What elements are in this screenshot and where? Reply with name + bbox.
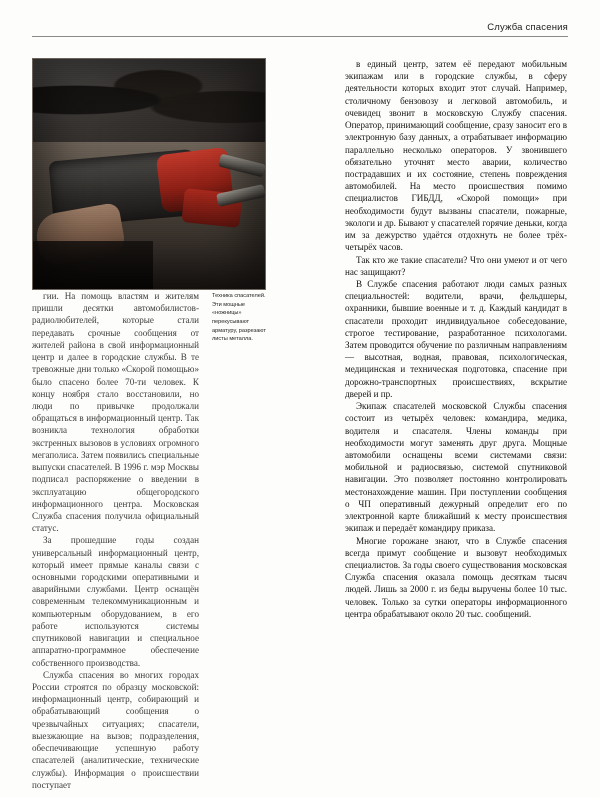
paragraph: В Службе спасения работают люди самых разных специальностей: водители, врачи, фельдшеры, охранники, бывшие военные и т. д. Каждый кандидат в спасатели проходит индивидуальное собеседование, строгое тестирование, разработанное психологами. Затем проводится обучение по различным направлениям — высотная, водная, правовая, психологическая, медицинская и техническая подготовка, спасение при дорожно-транспортных происшествиях, вскрытие дверей и пр. [345,278,567,399]
running-head: Служба спасения [487,22,568,33]
paragraph: Экипаж спасателей московской Службы спасения состоит из четырёх человек: командира, медика, водителя и спасателя. Члены команды при необходимости могут заменять друг друга. Мощные автомобили оснащены всеми системами связи: мобильной и радиосвязью, системой спутниковой навигации. Это позволяет постоянно контролировать местонахождение машин. При поступлении сообщения о ЧП оперативный дежурный определит его по электронной карте ближайший к месту происшествия экипаж и передаёт командиру приказа. [345,401,567,534]
figure-caption: Техника спасателей. Эти мощные «ножницы» перекусывают арматуру, разрезают листы металла. [212,293,266,343]
paragraph: За прошедшие годы создан универсальный информационный центр, который имеет прямые каналы связи с основными городскими оперативными и аварийными службами. Центр оснащён современным телекоммуникационным и компьютерным оборудованием, в его работе используются системы спутниковой навигации и специальное аппаратно-программное обеспечение собственного производства. [32,535,199,668]
body-text-right-column [345,58,567,620]
paragraph: в единый центр, затем её передают мобильным экипажам или в городские службы, в сферу деятельности которых входит этот случай. Например, столичному бензовозу и легковой автомобиль, и очевидец звонит в московскую Службу спасения. Оператор, принимающий сообщение, сразу заносит его в электронную базу данных, а отрабатывает информацию параллельно несколько операторов. У звонившего обязательно уточнят место аварии, количество пострадавших и их состояние, степень повреждения автомобилей. На место происшествия помимо специалистов ГИБДД, «Скорой помощи» при необходимости будут вызваны спасатели, пожарные, экологи и др. Бывают у спасателей горячие деньки, когда им за дежурство удаётся отдохнуть не более трёх-четырёх часов. [345,59,567,253]
paragraph: Так кто же такие спасатели? Что они умеют и от чего нас защищают? [345,254,567,277]
rescue-tool-photo [32,58,266,290]
paragraph: гии. На помощь властям и жителям пришли десятки автомобилистов-радиолюбителей, которые стали передавать срочные сообщения от жителей района в свой информационный центр и далее в городские службы. В те тревожные дни только «Скорой помощью» было спасено более 70-ти человек. К концу ноября стало восстановили, но люди по привычке продолжали обращаться в информационный центр. Так возникла технология обработки экстренных вызовов в условиях огромного мегаполиса. Затем появились специальные выпуски спасателей. В 1996 г. мэр Москвы подписал распоряжение о введении в эксплуатацию общегородского информационного центра. Московская Служба спасения получила официальный статус. [32,291,199,534]
body-text-left-column [32,290,199,791]
paragraph: Многие горожане знают, что в Службе спасения всегда примут сообщение и вызовут необходимых специалистов. За годы своего существования московская Служба спасения оказала помощь десяткам тысяч людей. Лишь за 2000 г. из беды выручены более 10 тыс. человек. Только за сутки операторы информационного центра обрабатывают около 20 тыс. сообщений. [345,535,567,619]
paragraph: Служба спасения во многих городах России строятся по образцу московской: информационный центр, собирающий и обрабатывающий сообщения о чрезвычайных ситуациях; спасатели, выезжающие на вызов; подразделения, обеспечивающие успешную работу спасателей (аналитические, технические службы). Информация о происшествии поступает [32,669,199,790]
photo-vignette [33,59,265,289]
header-rule [32,36,568,37]
